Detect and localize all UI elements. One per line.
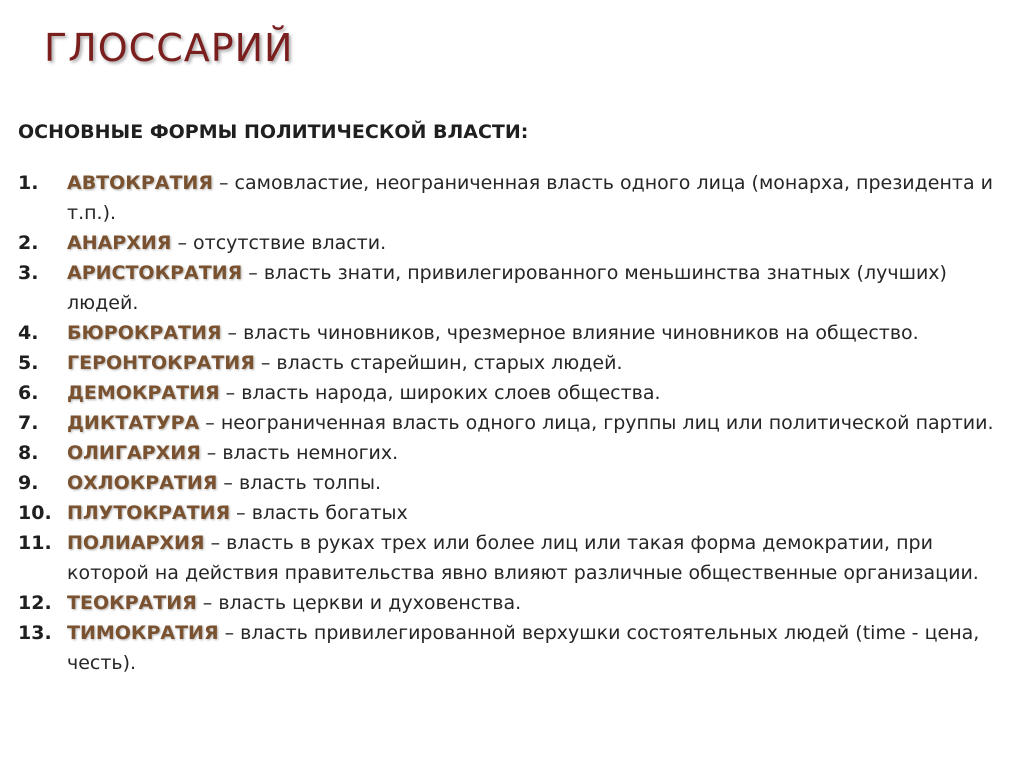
item-number: 12. bbox=[18, 592, 52, 614]
glossary-item bbox=[18, 348, 1008, 378]
term-definition: – власть народа, широких слоев общества. bbox=[219, 382, 661, 404]
glossary-item bbox=[18, 498, 1008, 528]
glossary-item bbox=[18, 408, 1008, 438]
term-word: АРИСТОКРАТИЯ bbox=[67, 262, 243, 284]
item-number: 4. bbox=[18, 322, 39, 344]
item-number: 6. bbox=[18, 382, 39, 404]
glossary-item bbox=[18, 228, 1008, 258]
term-definition: – власть чиновников, чрезмерное влияние чиновников на общество. bbox=[221, 322, 919, 344]
term-word: ДИКТАТУРА bbox=[67, 412, 200, 434]
term-word: ПОЛИАРХИЯ bbox=[67, 532, 205, 554]
term-word: ПЛУТОКРАТИЯ bbox=[67, 502, 231, 524]
glossary-item bbox=[18, 618, 1008, 678]
term-definition: – власть привилегированной верхушки состоятельных людей (time - цена, честь). bbox=[67, 622, 980, 674]
glossary-item bbox=[18, 258, 1008, 318]
term-word: ГЕРОНТОКРАТИЯ bbox=[67, 352, 255, 374]
term-definition: – неограниченная власть одного лица, группы лиц или политической партии. bbox=[199, 412, 994, 434]
glossary-list bbox=[18, 168, 1008, 678]
term-word: ТИМОКРАТИЯ bbox=[67, 622, 219, 644]
page-title: ГЛОССАРИЙ bbox=[44, 26, 294, 70]
term-word: ОЛИГАРХИЯ bbox=[67, 442, 201, 464]
glossary-item bbox=[18, 168, 1008, 228]
item-number: 1. bbox=[18, 172, 39, 194]
term-word: ТЕОКРАТИЯ bbox=[67, 592, 197, 614]
item-number: 7. bbox=[18, 412, 39, 434]
glossary-item bbox=[18, 528, 1008, 588]
term-definition: – самовластие, неограниченная власть одного лица (монарха, президента и т.п.). bbox=[67, 172, 993, 224]
term-word: ДЕМОКРАТИЯ bbox=[67, 382, 220, 404]
term-definition: – отсутствие власти. bbox=[171, 232, 387, 254]
item-number: 13. bbox=[18, 622, 52, 644]
item-number: 2. bbox=[18, 232, 39, 254]
item-number: 11. bbox=[18, 532, 52, 554]
term-definition: – власть церкви и духовенства. bbox=[196, 592, 522, 614]
glossary-item bbox=[18, 378, 1008, 408]
item-number: 10. bbox=[18, 502, 52, 524]
term-word: АНАРХИЯ bbox=[67, 232, 172, 254]
item-number: 3. bbox=[18, 262, 39, 284]
term-word: АВТОКРАТИЯ bbox=[67, 172, 213, 194]
term-definition: – власть в руках трех или более лиц или такая форма демократии, при которой на действия правительства явно влияют различные общественные организации. bbox=[67, 532, 979, 584]
term-definition: – власть знати, привилегированного меньшинства знатных (лучших) людей. bbox=[67, 262, 947, 314]
glossary-item bbox=[18, 318, 1008, 348]
item-number: 5. bbox=[18, 352, 39, 374]
item-number: 8. bbox=[18, 442, 39, 464]
glossary-item bbox=[18, 438, 1008, 468]
term-definition: – власть немногих. bbox=[200, 442, 399, 464]
term-definition: – власть старейшин, старых людей. bbox=[254, 352, 623, 374]
term-definition: – власть богатых bbox=[230, 502, 408, 524]
glossary-item bbox=[18, 468, 1008, 498]
glossary-item bbox=[18, 588, 1008, 618]
item-number: 9. bbox=[18, 472, 39, 494]
section-subtitle: ОСНОВНЫЕ ФОРМЫ ПОЛИТИЧЕСКОЙ ВЛАСТИ: bbox=[18, 121, 529, 143]
term-definition: – власть толпы. bbox=[217, 472, 382, 494]
term-word: ОХЛОКРАТИЯ bbox=[67, 472, 218, 494]
term-word: БЮРОКРАТИЯ bbox=[67, 322, 222, 344]
